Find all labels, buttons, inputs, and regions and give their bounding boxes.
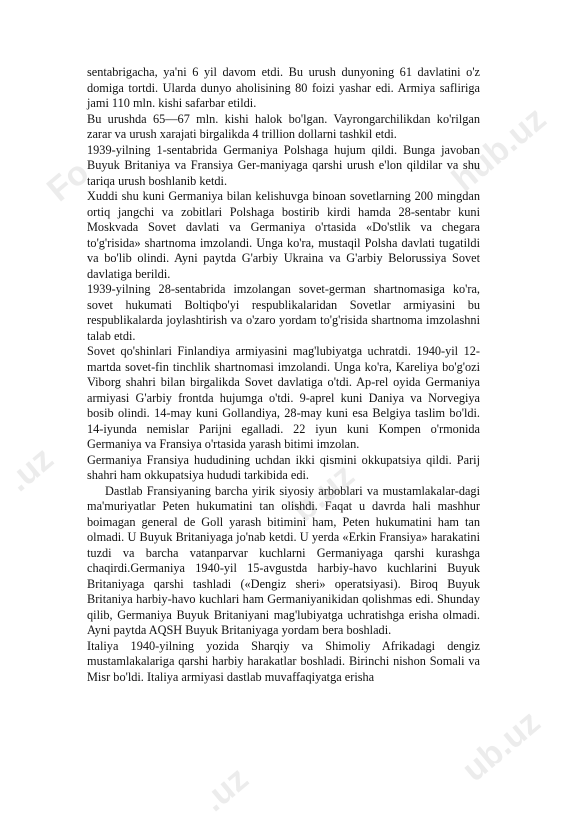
watermark-fragment: .uz xyxy=(195,759,256,820)
paragraph: 1939-yilning 1-sentabrida Germaniya Polshaga hujum qildi. Bunga javoban Buyuk Britaniya va Fransiya Ger-maniyaga qarshi urush e'lon qildilar va shu tariqa urush boshlanib ketdi. xyxy=(87,142,480,188)
body-text xyxy=(87,65,480,685)
paragraph: Bu urushda 65—67 mln. kishi halok bo'lgan. Vayrongarchilikdan ko'rilgan zarar va urush xarajati birgalikda 4 trillion dollarni tashkil etdi. xyxy=(87,111,480,141)
watermark-fragment: ub.uz xyxy=(455,702,548,790)
paragraph: Dastlab Fransiyaning barcha yirik siyosiy arboblari va mustamlakalar-dagi ma'muriyatlar Peten hukumatini tan olishdi. Faqat u davrda hali mashhur boimagan general de Goll yarash bitimini ham, Peten hukumatini ham tan olmadi. U Buyuk Britaniyaga jo'nab ketdi. U yerda «Erkin Fransiya» harakatini tuzdi va barcha vatanparvar kuchlarni Germaniyaga qarshi kurashga chaqirdi.Germaniya 1940-yil 15-avgustda harbiy-havo kuchlarini Buyuk Britaniyaga qarshi tashladi («Dengiz sheri» operatsiyasi). Biroq Buyuk Britaniya harbiy-havo kuchlari ham Germaniyanikidan qolishmas edi. Shunday qilib, Germaniya Buyuk Britaniyani mag'lubiyatga uchratishga erisha olmadi. Ayni paytda AQSH Buyuk Britaniyaga yordam bera boshladi. xyxy=(87,483,480,637)
paragraph: Xuddi shu kuni Germaniya bilan kelishuvga binoan sovetlarning 200 mingdan ortiq jangchi va zobitlari Polshaga bostirib kirdi hamda 28-sentabr kuni Moskvada Sovet davlati va Germaniya o'rtasida «Do'stlik va chegara to'g'risida» shartnoma imzolandi. Unga ko'ra, mustaqil Polsha davlati tugatildi va bo'lib olindi. Ayni paytda G'arbiy Ukraina va G'arbiy Belorussiya Sovet davlatiga berildi. xyxy=(87,189,480,281)
paragraph: Italiya 1940-yilning yozida Sharqiy va Shimoliy Afrikadagi dengiz mustamlakalariga qarshi harbiy harakatlar boshladi. Birinchi nishon Somali va Misr bo'ldi. Italiya armiyasi dastlab muvaffaqiyatga erisha xyxy=(87,638,480,684)
paragraph: sentabrigacha, ya'ni 6 yil davom etdi. Bu urush dunyoning 61 davlatini o'z domiga tortdi. Ularda dunyo aholisining 80 foizi yashar edi. Armiya safliriga jami 110 mln. kishi safarbar etildi. xyxy=(87,65,480,110)
paragraph: 1939-yilning 28-sentabrida imzolangan sovet-german shartnomasiga ko'ra, sovet hukumati Boltiqbo'yi respublikalaridan Sovetlar armiyasini bu respublikalarda joylashtirish va o'zaro yordam to'g'risida shartnoma imzolashni talab etdi. xyxy=(87,282,480,343)
watermark-fragment: b.uz xyxy=(285,456,362,530)
paragraph: Germaniya Fransiya hududining uchdan ikki qismini okkupatsiya qildi. Parij shahri ham okkupatsiya hududi tarkibida edi. xyxy=(87,452,480,482)
paragraph: Sovet qo'shinlari Finlandiya armiyasini mag'lubiyatga uchratdi. 1940-yil 12-martda sovet-fin tinchlik shartnomasi imzolandi. Unga ko'ra, Kareliya bo'g'ozi Viborg shahri bilan birgalikda Sovet davlatiga o'tdi. Ap-rel oyida Germaniya armiyasi G'arbiy frontda hujumga o'tdi. 9-aprel kuni Daniya va Norvegiya bosib olindi. 14-may kuni Gollandiya, 28-may kuni esa Belgiya taslim bo'ldi. 14-iyunda nemislar Parijni egalladi. 22 iyun kuni Kompen o'rmonida Germaniya va Fransiya o'rtasida yarash bitimi imzolan. xyxy=(87,344,480,451)
watermark-fragment: hub.uz xyxy=(445,99,554,200)
watermark-fragment: .uz xyxy=(0,439,61,500)
watermark-fragment: Fo xyxy=(40,153,97,210)
